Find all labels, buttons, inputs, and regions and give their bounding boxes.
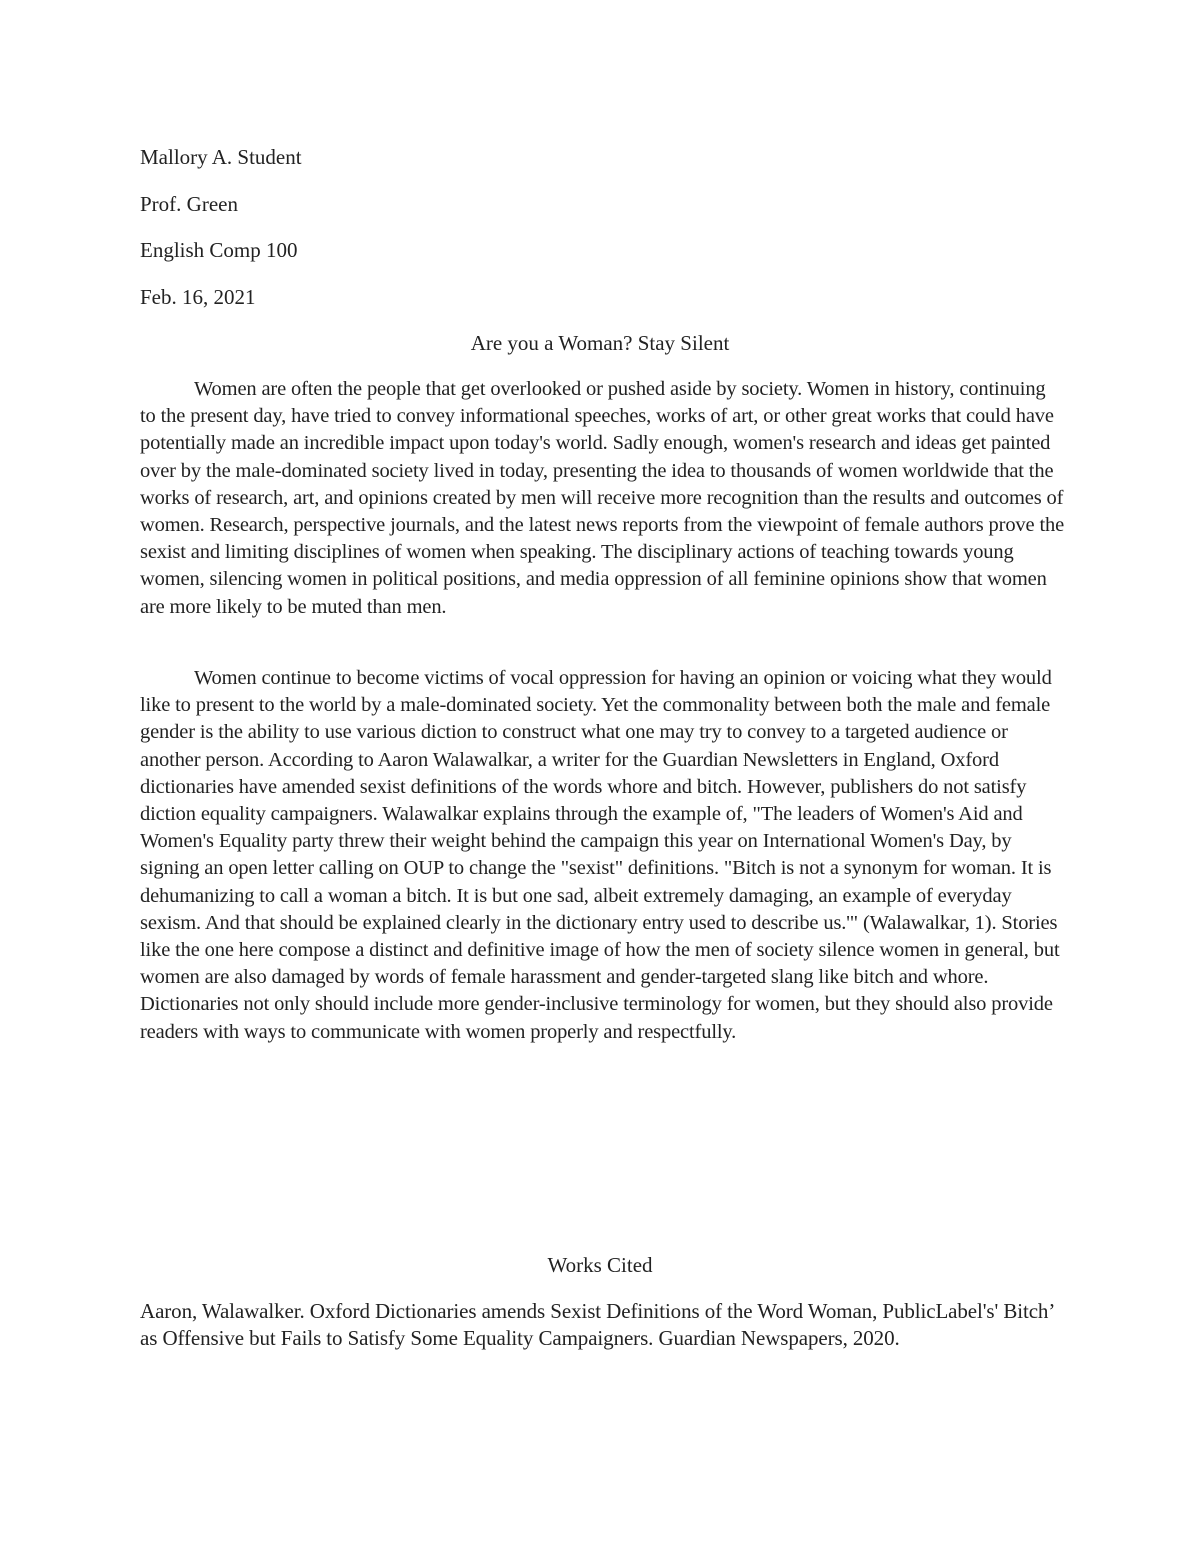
essay-date: Feb. 16, 2021	[140, 285, 256, 309]
course-name: English Comp 100	[140, 238, 298, 262]
body-paragraph-1: Women are often the people that get overlooked or pushed aside by society. Women in history, continuing to the present day, have tried to convey informational speeches, works of art, or other great works that could have potentially made an incredible impact upon today's world. Sadly enough, women's research and ideas get painted over by the male-dominated society lived in today, presenting the idea to thousands of women worldwide that the works of research, art, and opinions created by men will receive more recognition than the results and outcomes of women. Research, perspective journals, and the latest news reports from the viewpoint of female authors prove the sexist and limiting disciplines of women when speaking. The disciplinary actions of teaching towards young women, silencing women in political positions, and media oppression of all feminine opinions show that women are more likely to be muted than men.	[140, 378, 1065, 618]
student-name: Mallory A. Student	[140, 145, 302, 169]
essay-title: Are you a Woman? Stay Silent	[470, 331, 730, 355]
body-paragraph-2: Women continue to become victims of vocal oppression for having an opinion or voicing what they would like to present to the world by a male-dominated society. Yet the commonality between both the male and female gender is the ability to use various diction to construct what one may try to convey to a targeted audience or another person. According to Aaron Walawalkar, a writer for the Guardian Newsletters in England, Oxford dictionaries have amended sexist definitions of the words whore and bitch. However, publishers do not satisfy diction equality campaigners. Walawalkar explains through the example of, "The leaders of Women's Aid and Women's Equality party threw their weight behind the campaign this year on International Women's Day, by signing an open letter calling on OUP to change the "sexist" definitions. "Bitch is not a synonym for woman. It is dehumanizing to call a woman a bitch. It is but one sad, albeit extremely damaging, an example of everyday sexism. And that should be explained clearly in the dictionary entry used to describe us.'" (Walawalkar, 1). Stories like the one here compose a distinct and definitive image of how the men of society silence women in general, but women are also damaged by words of female harassment and gender-targeted slang like bitch and whore. Dictionaries not only should include more gender-inclusive terminology for women, but they should also provide readers with ways to communicate with women properly and respectfully.	[140, 667, 1060, 1043]
citation-entry: Aaron, Walawalker. Oxford Dictionaries amends Sexist Definitions of the Word Woman, PublicLabel's' Bitch’ as Offensive but Fails to Satisfy Some Equality Campaigners. Guardian Newspapers, 2020.	[140, 1299, 1054, 1350]
works-cited-heading: Works Cited	[547, 1253, 653, 1277]
professor-name: Prof. Green	[140, 192, 238, 216]
